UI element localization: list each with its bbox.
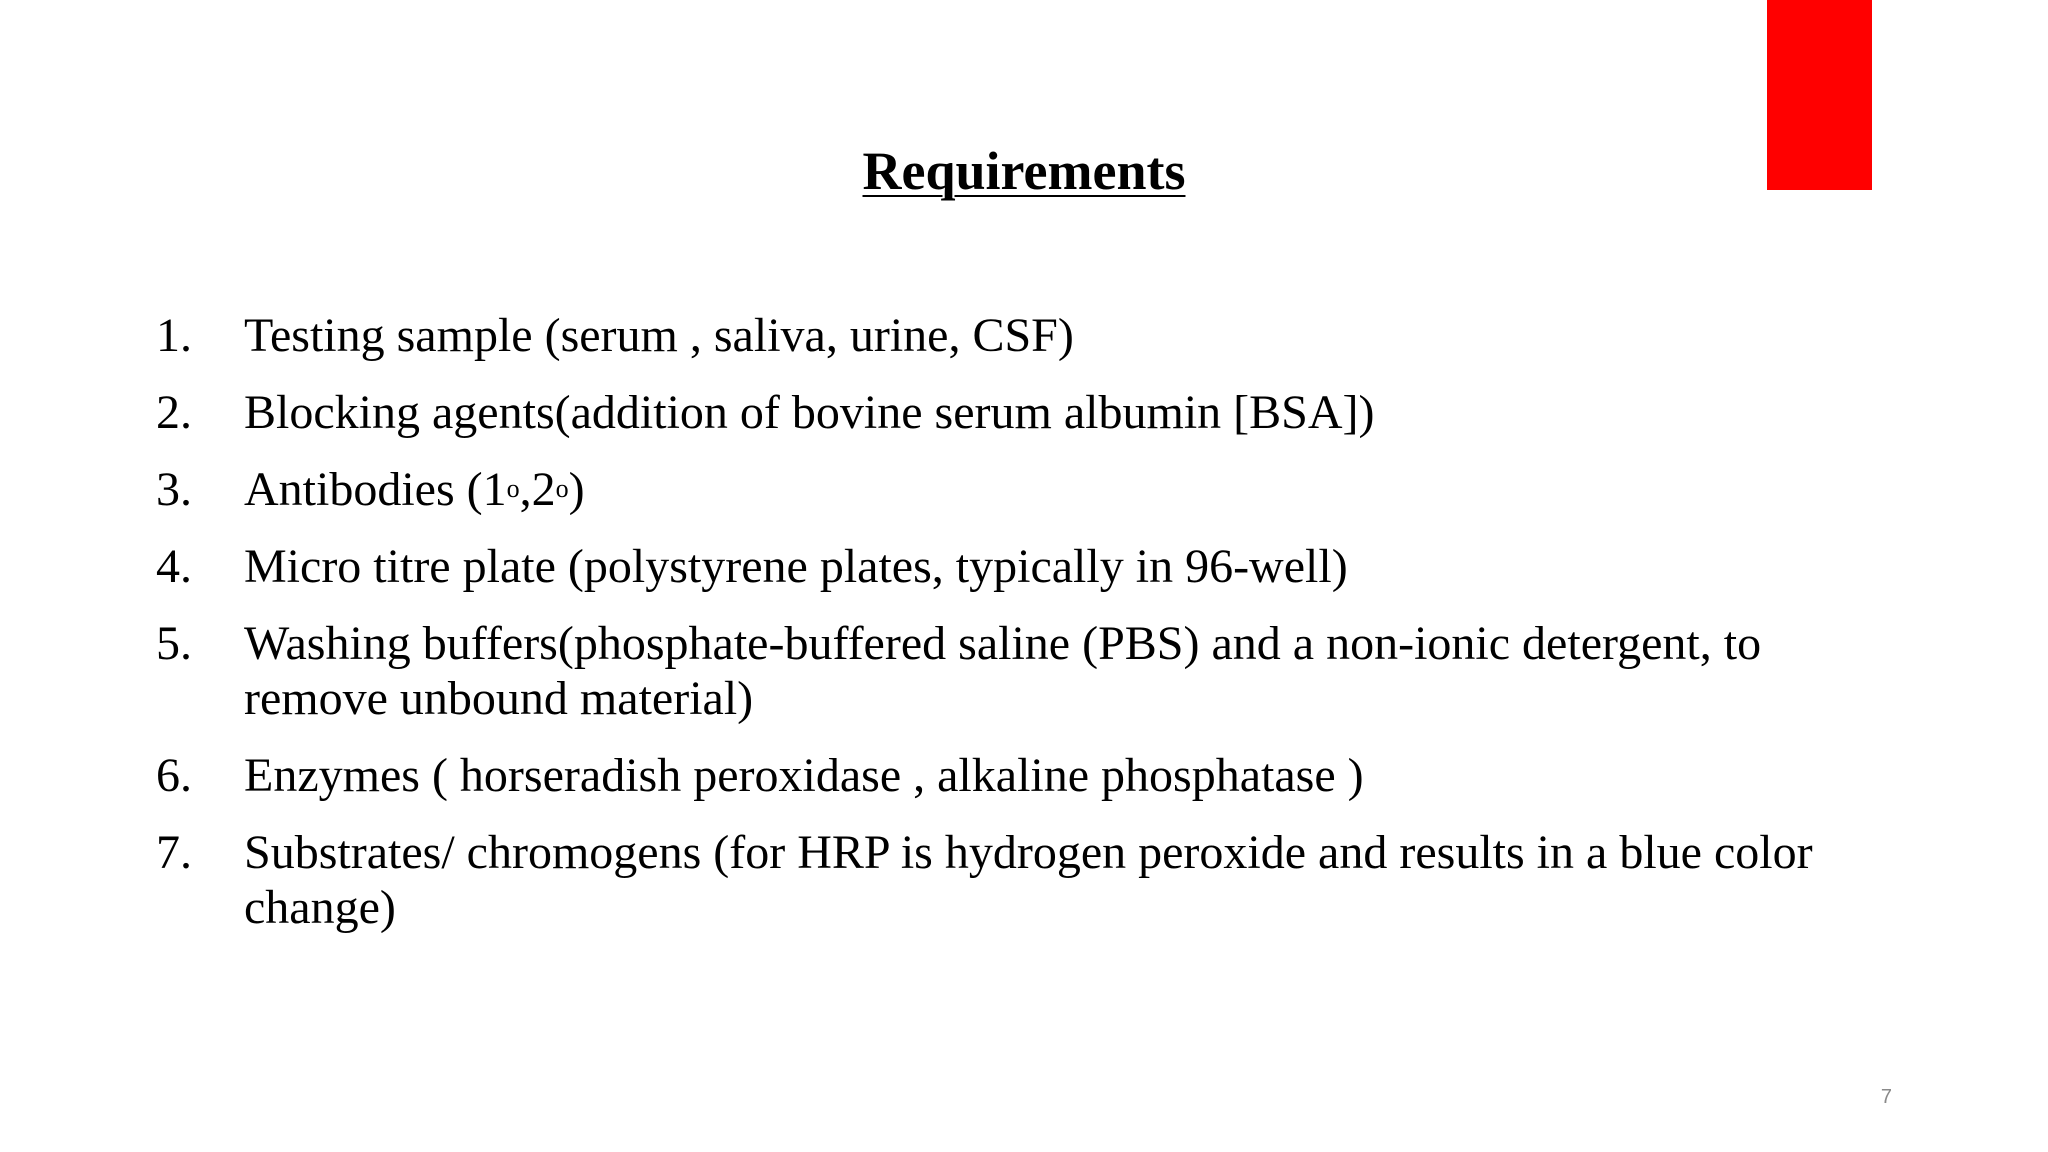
slide-title: Requirements — [862, 141, 1186, 201]
list-number: 1. — [156, 309, 192, 362]
list-item — [156, 748, 1896, 803]
list-number: 6. — [156, 749, 192, 802]
degree-superscript-primary: o — [506, 474, 520, 503]
list-text: Washing buffers(phosphate-buffered saline (PBS) and a non-ionic detergent, to remove unbound material) — [244, 617, 1762, 725]
list-text: Enzymes ( horseradish peroxidase , alkaline phosphatase ) — [244, 749, 1364, 802]
list-number: 4. — [156, 540, 192, 593]
list-item — [156, 385, 1896, 440]
antibodies-text-a: Antibodies (1 — [244, 463, 507, 516]
antibodies-text-c: ) — [568, 463, 585, 516]
degree-superscript-secondary: o — [555, 474, 569, 503]
list-number: 2. — [156, 386, 192, 439]
antibodies-text-b: ,2 — [519, 463, 556, 516]
list-number: 5. — [156, 617, 192, 670]
list-text — [244, 463, 585, 516]
list-text: Blocking agents(addition of bovine serum albumin [BSA]) — [244, 386, 1375, 439]
list-item — [156, 539, 1896, 594]
list-number: 7. — [156, 826, 192, 879]
list-item — [156, 825, 1896, 935]
list-item — [156, 462, 1896, 517]
list-item — [156, 616, 1896, 726]
requirements-list — [156, 308, 1896, 957]
list-item — [156, 308, 1896, 363]
list-text: Micro titre plate (polystyrene plates, typically in 96-well) — [244, 540, 1348, 593]
list-number: 3. — [156, 463, 192, 516]
list-text: Testing sample (serum , saliva, urine, CSF) — [244, 309, 1074, 362]
list-text: Substrates/ chromogens (for HRP is hydrogen peroxide and results in a blue color change) — [244, 826, 1813, 934]
page-number: 7 — [1880, 1086, 1892, 1108]
